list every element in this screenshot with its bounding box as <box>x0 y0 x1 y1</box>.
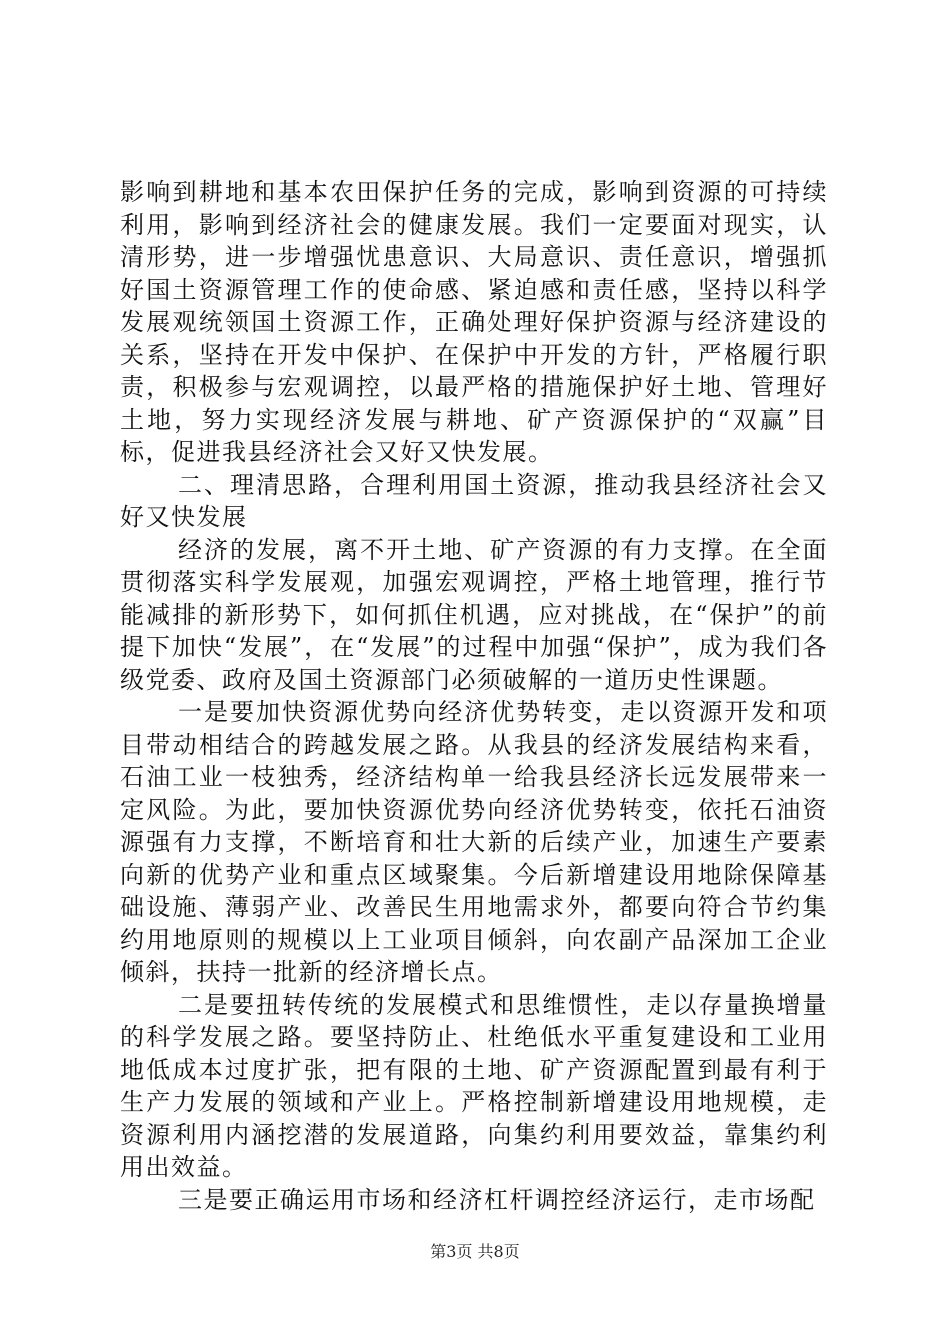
document-body <box>120 176 828 1216</box>
paragraph-4: 一是要加快资源优势向经济优势转变，走以资源开发和项目带动相结合的跨越发展之路。从我县的经济发展结构来看，石油工业一枝独秀，经济结构单一给我县经济长远发展带来一定风险。为此，要加快资源优势向经济优势转变，依托石油资源强有力支撑，不断培育和壮大新的后续产业，加速生产要素向新的优势产业和重点区域聚集。今后新增建设用地除保障基础设施、薄弱产业、改善民生用地需求外，都要向符合节约集约用地原则的规模以上工业项目倾斜，向农副产品深加工企业倾斜，扶持一批新的经济增长点。 <box>120 698 828 986</box>
paragraph-6: 三是要正确运用市场和经济杠杆调控经济运行，走市场配 <box>178 1185 816 1214</box>
paragraph-1: 影响到耕地和基本农田保护任务的完成，影响到资源的可持续利用，影响到经济社会的健康发展。我们一定要面对现实，认清形势，进一步增强忧患意识、大局意识、责任意识，增强抓好国土资源管理工作的使命感、紧迫感和责任感，坚持以科学发展观统领国土资源工作，正确处理好保护资源与经济建设的关系，坚持在开发中保护、在保护中开发的方针，严格履行职责，积极参与宏观调控，以最严格的措施保护好土地、管理好土地，努力实现经济发展与耕地、矿产资源保护的“双赢”目标，促进我县经济社会又好又快发展。 <box>120 178 828 466</box>
section-heading-2: 二、理清思路，合理利用国土资源，推动我县经济社会又好又快发展 <box>120 470 828 531</box>
paragraph-5: 二是要扭转传统的发展模式和思维惯性，走以存量换增量的科学发展之路。要坚持防止、杜绝低水平重复建设和工业用地低成本过度扩张，把有限的土地、矿产资源配置到最有利于生产力发展的领域和产业上。严格控制新增建设用地规模，走资源利用内涵挖潜的发展道路，向集约利用要效益，靠集约利用出效益。 <box>120 990 828 1181</box>
page-number-footer: 第3页 共8页 <box>430 1242 520 1261</box>
paragraph-3: 经济的发展，离不开土地、矿产资源的有力支撑。在全面贯彻落实科学发展观，加强宏观调控，严格土地管理，推行节能减排的新形势下，如何抓住机遇，应对挑战，在“保护”的前提下加快“发展”，在“发展”的过程中加强“保护”，成为我们各级党委、政府及国土资源部门必须破解的一道历史性课题。 <box>120 535 828 694</box>
